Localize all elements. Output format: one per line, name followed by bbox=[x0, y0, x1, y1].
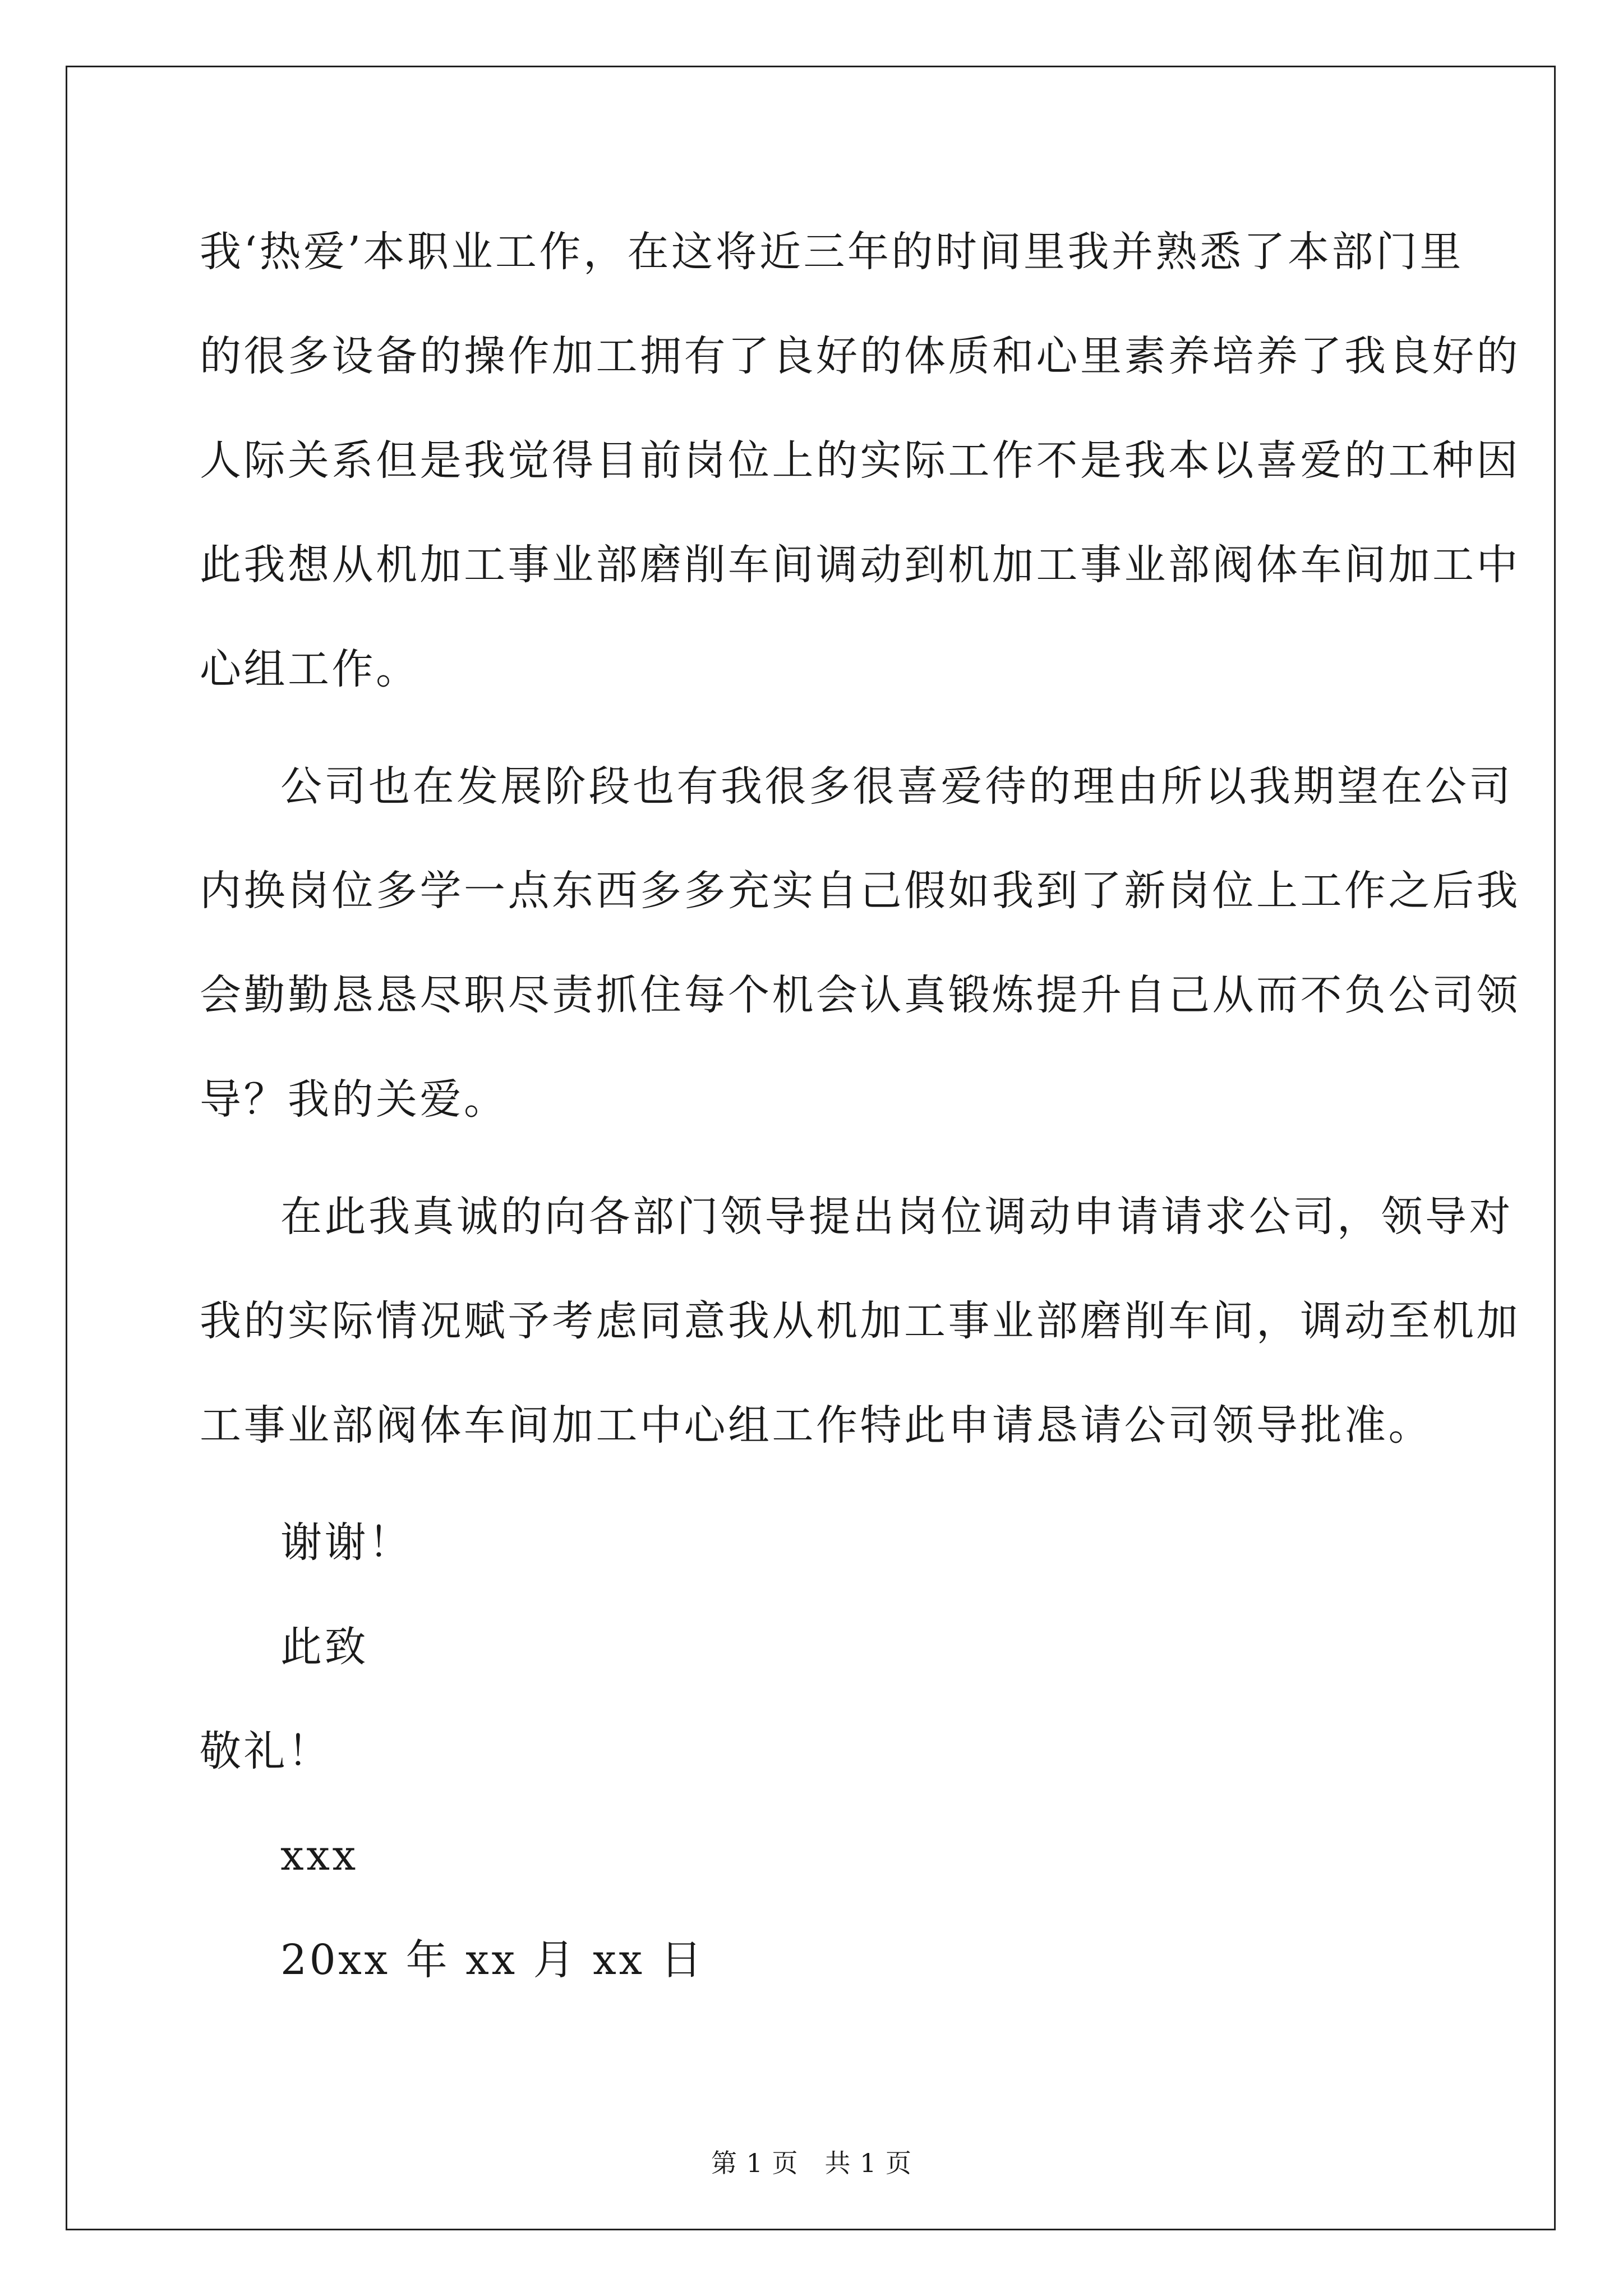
paragraph-1-line-1: 我‘热爱’本职业工作，在这将近三年的时间里我并熟悉了本部门里 bbox=[200, 228, 1464, 276]
thanks-line: 谢谢！ bbox=[280, 1519, 413, 1567]
salute-line: 敬礼！ bbox=[200, 1727, 332, 1775]
paragraph-1-line-3: 人际关系但是我觉得目前岗位上的实际工作不是我本以喜爱的工种因 bbox=[200, 436, 1520, 485]
page-footer: 第 1 页 共 1 页 bbox=[711, 2148, 912, 2178]
paragraph-3-line-2: 我的实际情况赋予考虑同意我从机加工事业部磨削车间，调动至机加 bbox=[200, 1297, 1520, 1345]
paragraph-3-line-1: 在此我真诚的向各部门领导提出岗位调动申请请求公司，领导对 bbox=[280, 1193, 1513, 1241]
page-border bbox=[66, 66, 1556, 2230]
paragraph-2-line-3: 会勤勤恳恳尽职尽责抓住每个机会认真锻炼提升自己从而不负公司领 bbox=[200, 971, 1520, 1019]
paragraph-1-line-2: 的很多设备的操作加工拥有了良好的体质和心里素养培养了我良好的 bbox=[200, 332, 1520, 380]
paragraph-2-line-4: 导？我的关爱。 bbox=[200, 1075, 508, 1124]
signature: xxx bbox=[280, 1832, 358, 1880]
date-line: 20xx 年 xx 月 xx 日 bbox=[280, 1936, 705, 1984]
paragraph-2-line-2: 内换岗位多学一点东西多多充实自己假如我到了新岗位上工作之后我 bbox=[200, 867, 1520, 915]
paragraph-1-line-5: 心组工作。 bbox=[200, 645, 420, 693]
paragraph-3-line-3: 工事业部阀体车间加工中心组工作特此申请恳请公司领导批准。 bbox=[200, 1401, 1432, 1450]
paragraph-2-line-1: 公司也在发展阶段也有我很多很喜爱待的理由所以我期望在公司 bbox=[280, 762, 1513, 811]
closing-line: 此致 bbox=[280, 1623, 368, 1671]
paragraph-1-line-4: 此我想从机加工事业部磨削车间调动到机加工事业部阀体车间加工中 bbox=[200, 541, 1520, 589]
